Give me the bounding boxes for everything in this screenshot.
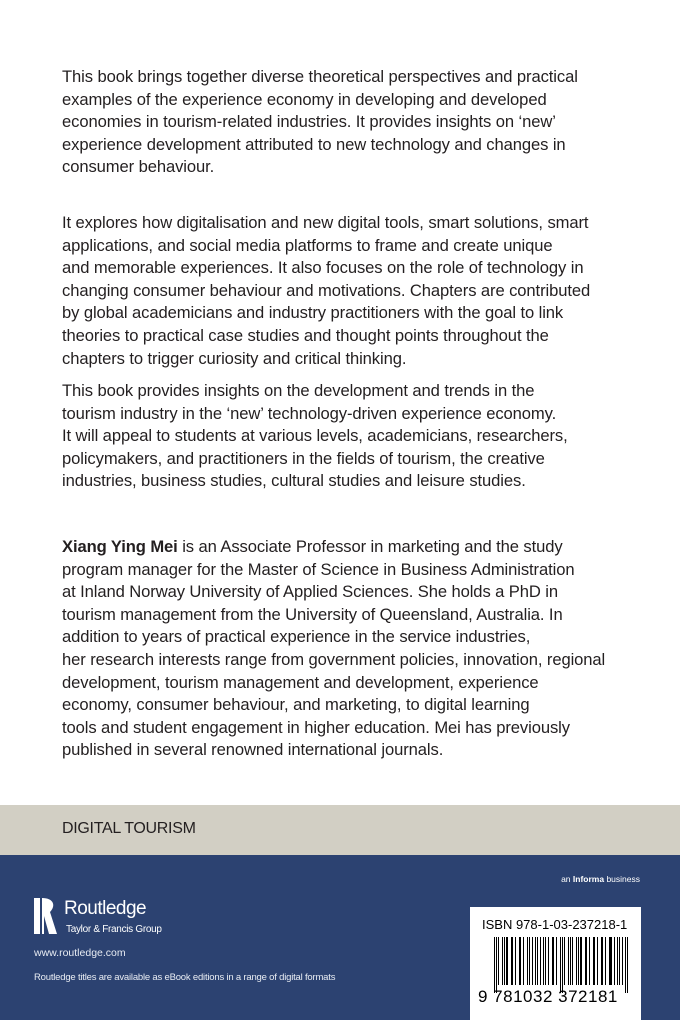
text-line: economies in tourism-related industries. It provides insights on ‘new’ — [62, 112, 556, 132]
text-line: by global academicians and industry practitioners with the goal to link — [62, 303, 564, 323]
barcode-bar — [593, 937, 594, 985]
barcode-bar — [589, 937, 590, 985]
text-line: her research interests range from government policies, innovation, regional — [62, 649, 606, 669]
text-line: and memorable experiences. It also focuses on the role of technology in — [62, 258, 584, 278]
publisher-footer — [0, 855, 680, 1020]
barcode-bar — [512, 937, 513, 985]
barcode-bar — [529, 937, 530, 985]
barcode-bar — [511, 937, 512, 985]
text-line: tourism management from the University of Queensland, Australia. In — [62, 604, 563, 624]
barcode-bar — [506, 937, 508, 985]
barcode-bar — [498, 937, 499, 985]
barcode-bar — [578, 937, 579, 985]
barcode-bar — [527, 937, 529, 985]
barcode-bar — [504, 937, 505, 985]
barcode-digits: 9 781032 372181 — [478, 987, 618, 1006]
barcode-bar — [609, 937, 610, 985]
publisher-url[interactable]: www.routledge.com — [34, 947, 126, 959]
text-line: addition to years of practical experience in the service industries, — [62, 627, 531, 647]
barcode-bar — [560, 937, 561, 993]
routledge-logo-icon — [34, 896, 58, 936]
barcode-bar — [502, 937, 503, 985]
barcode-bar — [605, 937, 606, 985]
barcode-bar — [610, 937, 612, 985]
barcode-bar — [617, 937, 618, 985]
barcode-bar — [585, 937, 586, 985]
barcode-bar — [556, 937, 558, 985]
text-line: applications, and social media platforms to frame and create unique — [62, 235, 553, 255]
barcode-bar — [543, 937, 544, 985]
barcode-bar — [614, 937, 615, 985]
informa-name: Informa — [572, 874, 605, 884]
description-paragraph-1 — [62, 66, 578, 179]
text-line: It will appeal to students at various levels, academicians, researchers, — [62, 426, 568, 446]
informa-tagline — [561, 874, 640, 884]
text-line: examples of the experience economy in developing and developed — [62, 89, 547, 109]
barcode-bar — [576, 937, 577, 985]
text-line — [62, 536, 605, 559]
barcode-bar — [520, 937, 521, 985]
barcode-bar — [562, 937, 563, 993]
informa-prefix: an — [561, 874, 573, 884]
text-line: policymakers, and practitioners in the fields of tourism, the creative — [62, 448, 545, 468]
text-line: changing consumer behaviour and motivations. Chapters are contributed — [62, 280, 591, 300]
informa-suffix: business — [604, 874, 640, 884]
text-line: tourism industry in the ‘new’ technology-driven experience economy. — [62, 403, 557, 423]
barcode-bar — [622, 937, 623, 985]
publisher-name: Routledge — [64, 898, 147, 919]
barcode-bar — [515, 937, 516, 985]
barcode-bar — [545, 937, 546, 985]
barcode-bar — [580, 937, 582, 985]
series-band — [0, 805, 680, 855]
text-line: tools and student engagement in higher education. Mei has previously — [62, 717, 570, 737]
series-title: DIGITAL TOURISM — [62, 820, 196, 837]
publisher-group: Taylor & Francis Group — [66, 924, 162, 935]
barcode-bar — [568, 937, 569, 985]
barcode-bar — [552, 937, 553, 985]
author-name: Xiang Ying Mei — [62, 537, 178, 556]
barcode-bars — [494, 937, 629, 993]
barcode-bar — [594, 937, 595, 985]
barcode-bar — [519, 937, 520, 985]
barcode-bar — [572, 937, 573, 985]
text-line: consumer behaviour. — [62, 157, 215, 177]
text-line: at Inland Norway University of Applied Sciences. She holds a PhD in — [62, 582, 558, 602]
text-line: development, tourism management and development, experience — [62, 672, 539, 692]
barcode-bar — [602, 937, 603, 985]
barcode-bar — [537, 937, 538, 985]
barcode-bar — [619, 937, 620, 985]
isbn-barcode — [470, 907, 641, 1028]
ebook-note: Routledge titles are available as eBook editions in a range of digital formats — [34, 972, 336, 983]
barcode-bar — [540, 937, 541, 985]
text-line: experience development attributed to new technology and changes in — [62, 134, 566, 154]
text-line: This book brings together diverse theoretical perspectives and practical — [62, 67, 578, 86]
description-paragraph-2 — [62, 212, 590, 370]
isbn-text: ISBN 978-1-03-237218-1 — [482, 917, 628, 932]
text-line: industries, business studies, cultural studies and leisure studies. — [62, 471, 526, 491]
barcode-bar — [523, 937, 524, 985]
text-line: economy, consumer behaviour, and marketing, to digital learning — [62, 695, 530, 715]
text-line: theories to practical case studies and thought points throughout the — [62, 325, 549, 345]
barcode-bar — [601, 937, 602, 985]
barcode-bar — [625, 937, 626, 993]
barcode-bar — [627, 937, 628, 993]
barcode-bar — [553, 937, 554, 985]
text-line: It explores how digitalisation and new digital tools, smart solutions, smart — [62, 213, 589, 232]
barcode-bar — [548, 937, 549, 985]
text-line: This book provides insights on the development and trends in the — [62, 381, 535, 400]
barcode-bar — [532, 937, 533, 985]
bio-first-line: is an Associate Professor in marketing and the study — [177, 537, 563, 556]
barcode-bar — [535, 937, 536, 985]
description-paragraph-3 — [62, 380, 568, 493]
text-line: chapters to trigger curiosity and critical thinking. — [62, 348, 407, 368]
author-bio — [62, 536, 605, 762]
barcode-bar — [586, 937, 587, 985]
barcode-bar — [570, 937, 571, 985]
text-line: program manager for the Master of Science in Business Administration — [62, 559, 575, 579]
barcode-bar — [564, 937, 565, 985]
barcode-bar — [494, 937, 495, 993]
barcode-bar — [496, 937, 497, 993]
barcode-bar — [597, 937, 598, 985]
text-line: published in several renowned international journals. — [62, 740, 444, 760]
